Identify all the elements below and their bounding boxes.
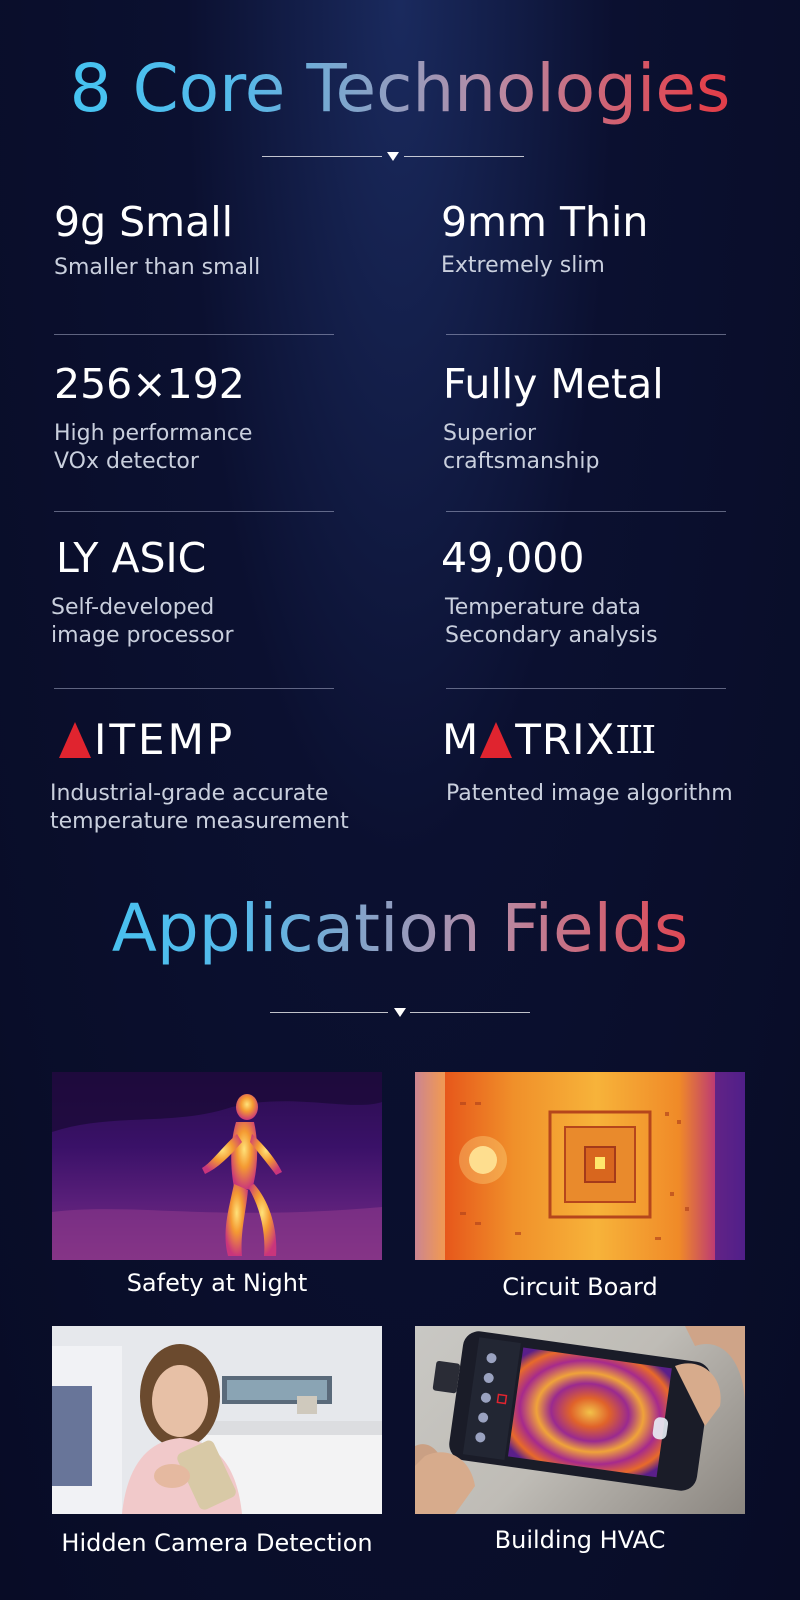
feature-description: Extremely slim	[441, 253, 605, 278]
image-caption: Hidden Camera Detection	[61, 1529, 373, 1557]
feature-heading: 9g Small	[54, 198, 234, 246]
image-caption: Building HVAC	[494, 1526, 666, 1554]
triangle-logo-icon	[58, 720, 92, 760]
feature-matrix	[442, 716, 762, 808]
row-separator	[54, 688, 334, 689]
feature-description: Smaller than small	[54, 255, 261, 280]
feature-heading: LY ASIC	[56, 534, 207, 582]
feature-small	[54, 198, 344, 282]
feature-description: Patented image algorithm	[446, 781, 733, 806]
feature-description: Temperature data Secondary analysis	[445, 595, 658, 648]
feature-aitemp	[50, 715, 378, 836]
row-separator	[446, 511, 726, 512]
feature-asic	[51, 534, 346, 650]
image-caption: Circuit Board	[502, 1273, 658, 1301]
feature-heading: Fully Metal	[443, 360, 664, 408]
feature-description: Superior craftsmanship	[443, 421, 600, 474]
row-separator	[446, 688, 726, 689]
circuit-board-image	[415, 1072, 745, 1260]
feature-description: High performance VOx detector	[54, 421, 253, 474]
feature-heading: 49,000	[441, 534, 585, 582]
phone-thermal-graphic	[415, 1326, 745, 1514]
row-separator	[54, 511, 334, 512]
thermal-circuit-graphic	[415, 1072, 745, 1260]
row-separator	[446, 334, 726, 335]
thermal-runner-graphic	[52, 1072, 382, 1260]
safety-at-night-image	[52, 1072, 382, 1260]
feature-heading: 256×192	[54, 360, 245, 408]
image-caption: Safety at Night	[126, 1269, 308, 1297]
bedroom-photo-graphic	[52, 1326, 382, 1514]
feature-heading: 9mm Thin	[441, 198, 649, 246]
matrix-logo: M TRIX III	[442, 715, 655, 764]
feature-thin	[441, 198, 731, 280]
feature-metal	[443, 360, 733, 476]
building-hvac-image	[415, 1326, 745, 1514]
application-fields-title: Application Fields	[0, 890, 800, 967]
core-technologies-title: 8 Core Technologies	[0, 50, 800, 127]
feature-resolution	[54, 360, 344, 476]
triangle-logo-icon	[479, 720, 513, 760]
hidden-camera-image	[52, 1326, 382, 1514]
feature-temperature-data	[441, 534, 731, 650]
aitemp-logo: ITEMP	[58, 716, 378, 764]
feature-description: Self-developed image processor	[51, 595, 234, 648]
row-separator	[54, 334, 334, 335]
feature-description: Industrial-grade accurate temperature measurement	[50, 781, 349, 834]
